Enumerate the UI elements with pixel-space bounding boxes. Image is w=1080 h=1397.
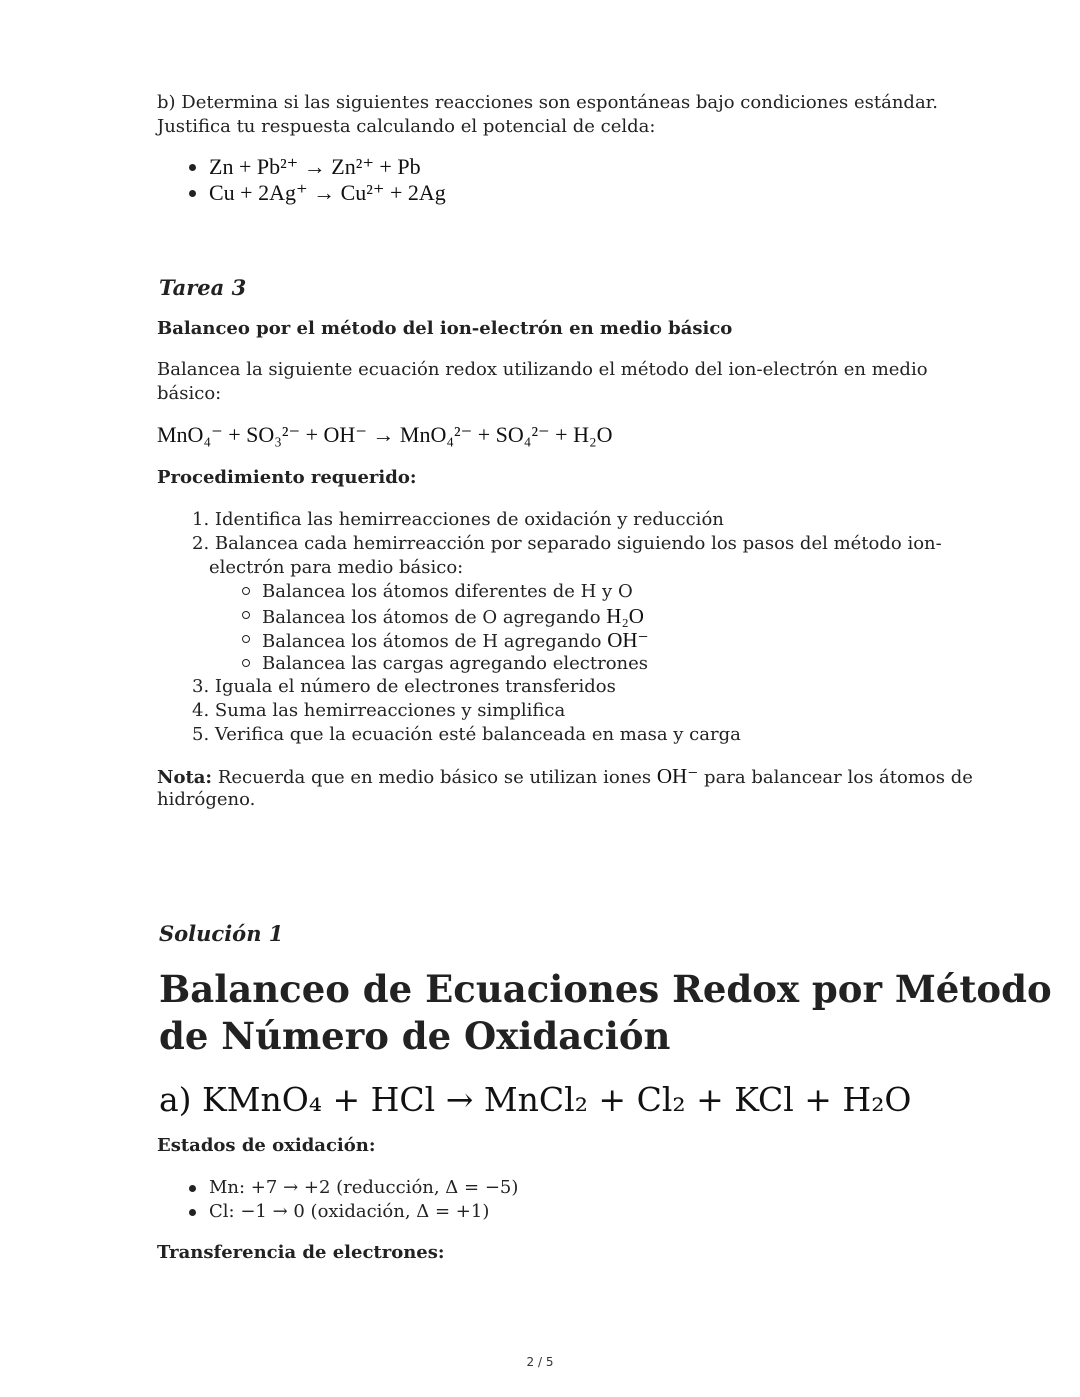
ox-state-mn: Mn: +7 → +2 (reducción, Δ = −5) [209,1177,519,1198]
task3-equation: MnO₄⁻ + SO₃²⁻ + OH⁻ → MnO₄²⁻ + SO₄²⁻ + H₂O [157,422,613,447]
sub-bullet-marker [242,611,250,619]
bullet-marker [189,190,196,197]
solution1-title: Solución 1 [159,921,284,946]
procedure-heading: Procedimiento requerido: [157,467,417,488]
note-formula: OH⁻ [656,764,699,788]
task3-instruction-line1: Balancea la siguiente ecuación redox utilizando el método del ion-electrón en medio [157,359,928,380]
task3-instruction-line2: básico: [157,383,222,404]
substep-2: Balancea los átomos de O agregando H₂O [262,604,644,628]
substep-4: Balancea las cargas agregando electrones [262,653,649,674]
substep-1: Balancea los átomos diferentes de H y O [262,581,633,602]
step-1: 1. Identifica las hemirreacciones de oxidación y reducción [192,509,724,530]
step-4: 4. Suma las hemirreacciones y simplifica [192,700,566,721]
step-5: 5. Verifica que la ecuación esté balanceada en masa y carga [192,724,741,745]
step-3: 3. Iguala el número de electrones transferidos [192,676,616,697]
substep-3: Balancea los átomos de H agregando OH⁻ [262,628,649,652]
solution1-heading-line1: Balanceo de Ecuaciones Redox por Método [159,967,1052,1011]
step-2: 2. Balancea cada hemirreacción por separado siguiendo los pasos del método ion- [192,533,942,554]
step-2-continued: electrón para medio básico: [209,557,464,578]
reaction-1: Zn + Pb²⁺ → Zn²⁺ + Pb [209,154,421,179]
ox-states-heading: Estados de oxidación: [157,1135,376,1156]
bullet-marker [189,164,196,171]
note [157,764,973,790]
solution1-subheading: a) KMnO₄ + HCl → MnCl₂ + Cl₂ + KCl + H₂O [159,1080,912,1119]
part-b-intro-line1: b) Determina si las siguientes reacciones son espontáneas bajo condiciones estándar. [157,92,939,113]
sub-bullet-marker [242,635,250,643]
solution1-heading-line2: de Número de Oxidación [159,1014,671,1058]
note-line2: hidrógeno. [157,789,256,810]
task3-title: Tarea 3 [159,275,247,300]
transfer-heading: Transferencia de electrones: [157,1242,445,1263]
ox-state-cl: Cl: −1 → 0 (oxidación, Δ = +1) [209,1201,490,1222]
sub-bullet-marker [242,587,250,595]
page-number: 2 / 5 [526,1355,554,1369]
note-text: Recuerda que en medio básico se utilizan iones [217,767,652,788]
oh-formula: OH⁻ [607,628,649,652]
h2o-formula: H₂O [606,604,644,628]
sub-bullet-marker [242,659,250,667]
note-label: Nota: [157,767,213,788]
note-text-after: para balancear los átomos de [704,767,973,788]
bullet-marker [189,1185,196,1192]
task3-subtitle: Balanceo por el método del ion-electrón en medio básico [157,318,733,339]
part-b-intro-line2: Justifica tu respuesta calculando el potencial de celda: [157,116,656,137]
bullet-marker [189,1209,196,1216]
reaction-2: Cu + 2Ag⁺ → Cu²⁺ + 2Ag [209,180,446,205]
